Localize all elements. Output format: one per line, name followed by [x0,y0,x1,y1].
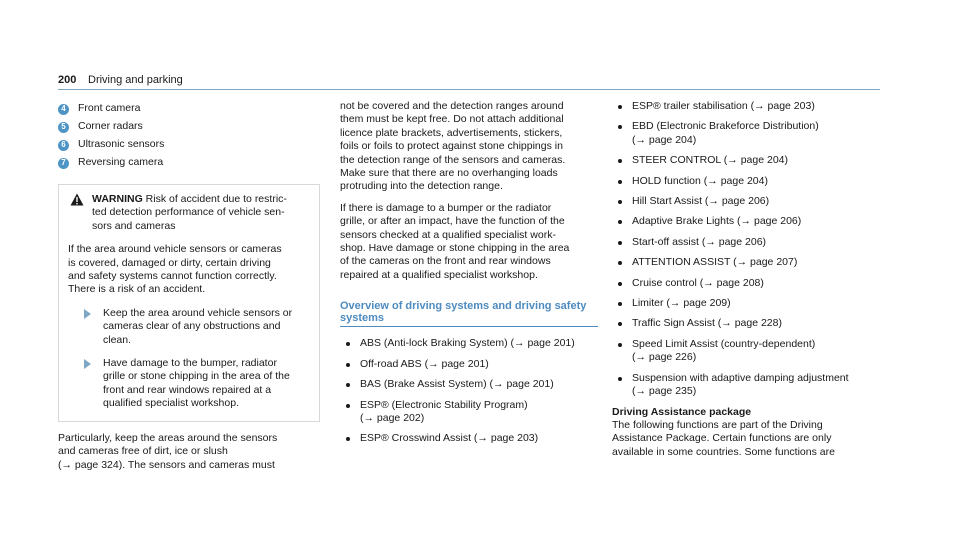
list-item [612,338,882,365]
paragraph-line: (→ page 324). The sensors and cameras must [58,458,275,471]
list-item-text: Traffic Sign Assist (→ page 228) [632,317,782,330]
list-item [612,372,882,399]
header-rule [58,89,880,90]
bullet-icon [618,105,622,109]
list-item-text: ESP® Crosswind Assist (→ page 203) [360,432,539,445]
action-text-line: grille or stone chipping in the area of the [103,370,290,383]
warning-headline [92,193,287,233]
paragraph-line: and cameras free of dirt, ice or slush [58,445,228,458]
bullet-icon [618,261,622,265]
warning-box [58,184,320,422]
page-section-title: Driving and parking [88,74,183,86]
bullet-icon [618,159,622,163]
action-text-line: Have damage to the bumper, radiator [103,357,277,370]
list-item [612,317,882,330]
bullet-icon [346,437,350,441]
paragraph-line: available in some countries. Some functions are [612,445,835,458]
warning-body [68,243,310,297]
systems-list-continued [612,100,882,399]
paragraph-line: shop. Have damage or stone chipping in the area [340,242,570,255]
paragraph-line: not be covered and the detection ranges around [340,100,564,112]
list-item [340,378,598,391]
list-item-text: EBD (Electronic Brakeforce Distribution) [632,120,819,133]
list-item-text: STEER CONTROL (→ page 204) [632,154,788,167]
bullet-icon [618,322,622,326]
warning-body-line: There is a risk of an accident. [68,283,206,296]
number-badge: 6 [58,140,69,151]
section-heading [340,300,598,327]
column-1 [58,100,320,480]
list-item-label: Reversing camera [78,156,164,169]
bullet-icon [346,363,350,367]
list-item-text: Speed Limit Assist (country-dependent) [632,337,816,350]
bullet-icon [618,282,622,286]
page-header [58,74,880,90]
list-item-text: (→ page 202) [360,411,425,424]
section-heading-line: Overview of driving systems and driving safety [340,300,587,313]
list-item [340,337,598,350]
paragraph [340,202,598,282]
paragraph-line: licence plate brackets, advertisements, stickers, [340,126,563,139]
list-item [58,118,320,136]
bullet-icon [346,383,350,387]
paragraph-line: Particularly, keep the areas around the sensors [58,431,278,444]
paragraph [58,432,320,472]
bullet-icon [618,180,622,184]
column-2 [340,100,598,453]
paragraph-line: of the cameras on the front and rear windows [340,255,551,268]
paragraph [612,419,882,459]
list-item-text: Suspension with adaptive damping adjustment [632,371,849,384]
list-item [58,136,320,154]
list-item [612,236,882,249]
list-item-text: ABS (Anti-lock Braking System) (→ page 201) [360,337,575,350]
number-badge: 4 [58,104,69,115]
list-item-text: (→ page 235) [632,385,697,398]
list-item [612,297,882,310]
paragraph-line: Assistance Package. Certain functions are only [612,432,832,445]
action-text-line: clean. [103,333,132,346]
bullet-icon [618,200,622,204]
number-badge: 5 [58,122,69,133]
list-item-text: Off-road ABS (→ page 201) [360,357,489,370]
bullet-icon [346,404,350,408]
list-item-text: Adaptive Brake Lights (→ page 206) [632,215,802,228]
list-item [340,399,598,426]
paragraph-line: the detection range of the sensors and cameras. [340,153,566,166]
warning-body-line: is covered, damaged or dirty, certain driving [68,256,271,269]
list-item [612,277,882,290]
bullet-icon [618,343,622,347]
list-item-text: ESP® (Electronic Stability Program) [360,398,528,411]
action-arrow-icon [84,359,91,369]
warning-action [84,357,310,411]
list-item-text: ATTENTION ASSIST (→ page 207) [632,256,798,269]
bullet-icon [618,241,622,245]
list-item [340,432,598,445]
paragraph-line: Make sure that there are no overhanging loads [340,167,558,180]
list-item-text: (→ page 204) [632,133,697,146]
bullet-icon [618,125,622,129]
paragraph-line: protruding into the detection range. [340,180,503,193]
paragraph-line: The following functions are part of the Driving [612,418,823,431]
bullet-icon [618,302,622,306]
warning-action [84,307,310,347]
list-item [612,215,882,228]
list-item [612,175,882,188]
paragraph [340,100,598,194]
paragraph-line: If there is damage to a bumper or the radiator [340,201,552,214]
column-3 [612,100,882,467]
warning-body-line: and safety systems cannot function correctly. [68,270,277,283]
action-text-line: Keep the area around vehicle sensors or [103,306,293,319]
warning-headline-line: Risk of accident due to restric- [145,193,287,205]
warning-title: WARNING [92,193,143,205]
list-item-text: Limiter (→ page 209) [632,297,731,310]
list-item [612,256,882,269]
list-item-text: Cruise control (→ page 208) [632,276,764,289]
list-item-text: HOLD function (→ page 204) [632,174,768,187]
number-badge: 7 [58,158,69,169]
list-item [58,154,320,172]
list-item-label: Ultrasonic sensors [78,138,165,151]
bullet-icon [618,220,622,224]
subsection-heading: Driving Assistance package [612,405,752,418]
warning-triangle-icon [70,193,84,206]
list-item [58,100,320,118]
warning-header [68,193,310,233]
paragraph-line: foils or foils to protect against stone chippings in [340,140,563,153]
page-number: 200 [58,74,77,86]
action-text-line: qualified specialist workshop. [103,397,239,410]
paragraph-line: grille, or after an impact, have the function of the [340,215,565,228]
action-text-line: front and rear windows repaired at a [103,383,272,396]
list-item-label: Corner radars [78,120,143,133]
warning-headline-line: ted detection performance of vehicle sen- [92,206,285,219]
list-item [612,195,882,208]
section-heading-line: systems [340,312,385,325]
list-item-text: (→ page 226) [632,351,697,364]
warning-headline-line: sors and cameras [92,219,176,232]
list-item-label: Front camera [78,102,141,115]
list-item-text: BAS (Brake Assist System) (→ page 201) [360,378,554,391]
action-arrow-icon [84,309,91,319]
action-text-line: cameras clear of any obstructions and [103,320,281,333]
paragraph-line: them must be kept free. Do not attach additional [340,113,564,126]
list-item-text: ESP® trailer stabilisation (→ page 203) [632,100,815,112]
bullet-icon [346,342,350,346]
bullet-icon [618,377,622,381]
list-item-text: Hill Start Assist (→ page 206) [632,195,770,208]
list-item [340,358,598,371]
systems-list [340,337,598,445]
numbered-list [58,100,320,172]
list-item-text: Start-off assist (→ page 206) [632,235,767,248]
list-item [612,154,882,167]
paragraph-line: repaired at a qualified specialist workshop. [340,268,538,281]
list-item [612,100,882,113]
paragraph-line: sensors checked at a qualified specialist work- [340,228,556,241]
list-item [612,120,882,147]
warning-body-line: If the area around vehicle sensors or cameras [68,243,282,256]
